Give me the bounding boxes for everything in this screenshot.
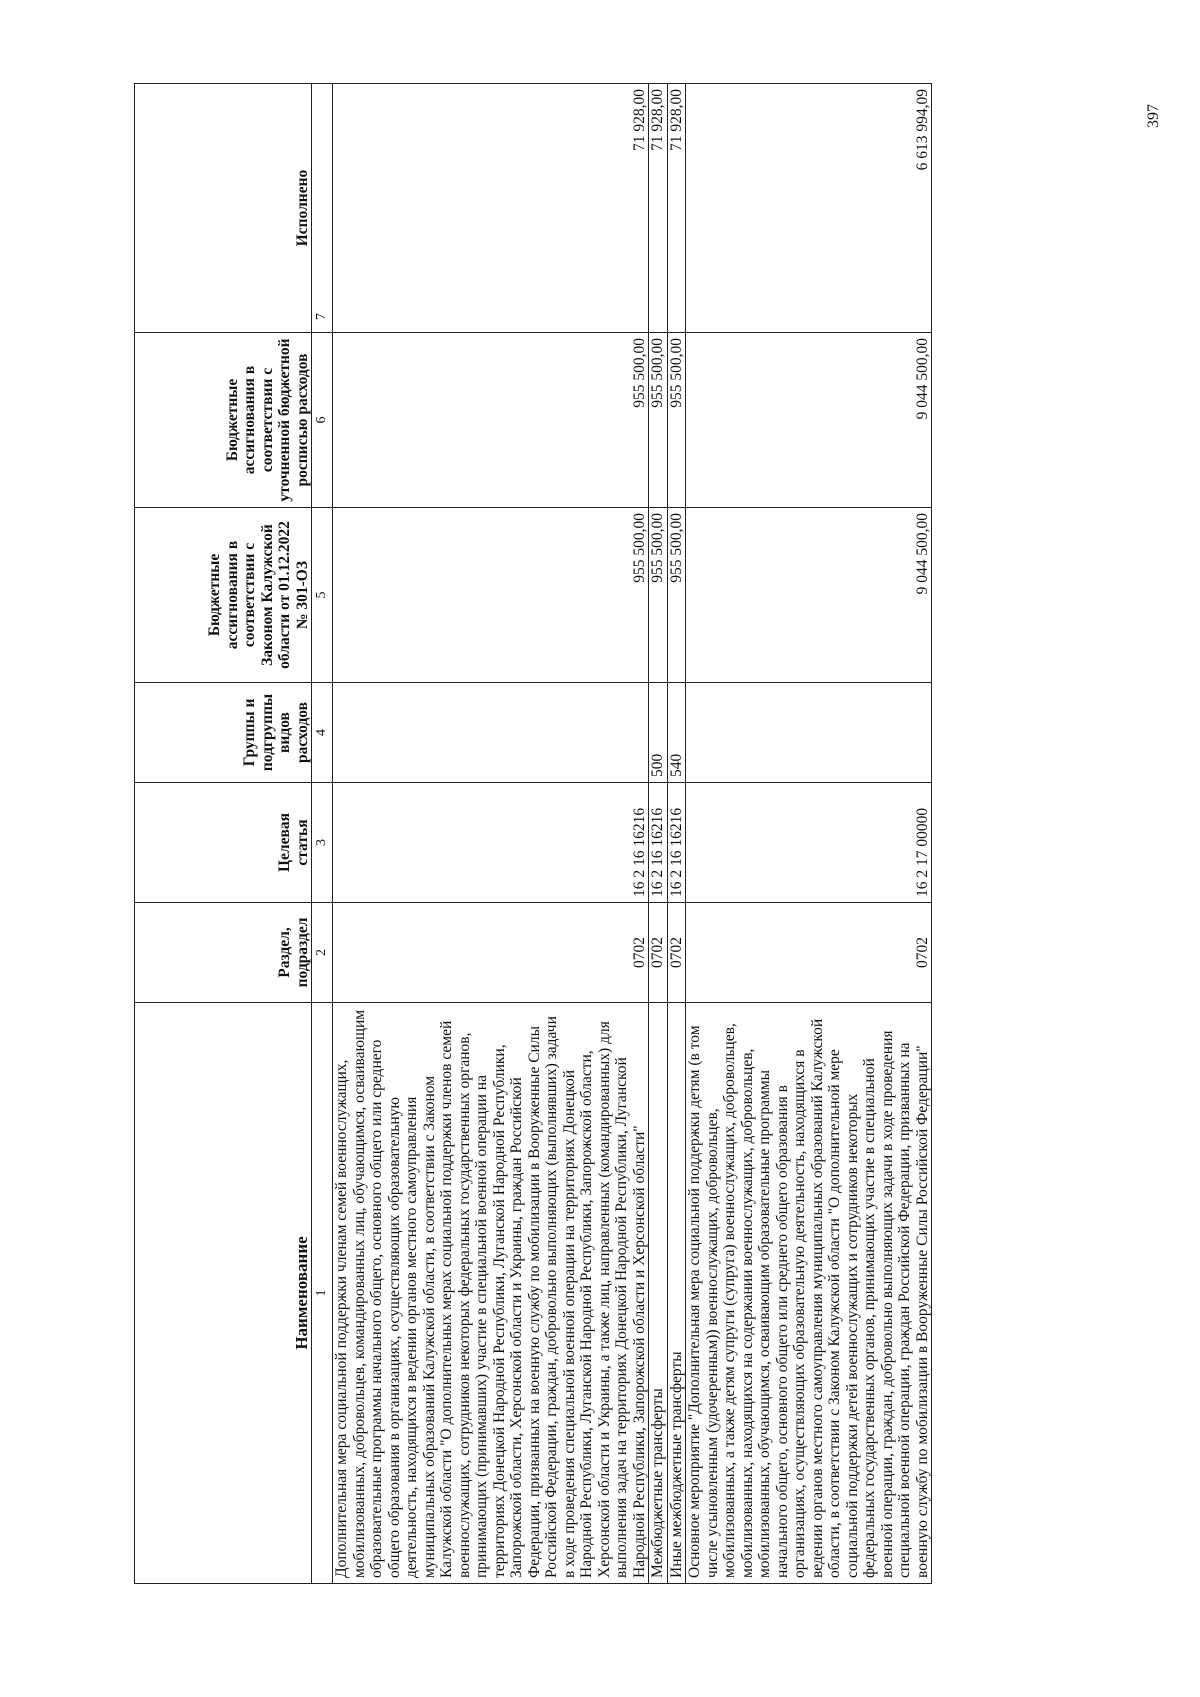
column-number: 2 [312,903,333,1003]
column-number: 1 [312,1003,333,1584]
row-law: 955 500,00 [667,508,686,683]
row-target: 16 2 17 00000 [686,783,932,903]
header-groups: Группы и подгруппы видов расходов [135,683,312,783]
row-group [333,683,649,783]
row-law: 955 500,00 [333,508,649,683]
row-law: 9 044 500,00 [686,508,932,683]
rotated-page [134,84,1124,1584]
row-name: Дополнительная мера социальной поддержки членам семей военнослужащих, мобилизованных, добровольцев, командированных лиц, обучающимся, осваивающим образовательные программы начального общего, основного общего или среднего общего образования в организациях, осуществляющих образовательную деятельность, находящихся в ведении органов местного самоуправления муниципальных образований Калужской области, в соответствии с Законом Калужской области "О дополнительных мерах социальной поддержки членов семей военнослужащих, сотрудников некоторых федеральных государственных органов, принимающих (принимавших) участие в специальной военной операции на территориях Донецкой Народной Республики, Луганской Народной Республики, Запорожской области, Херсонской области и Украины, граждан Российской Федерации, призванных на военную службу по мобилизации в Вооруженные Силы Российской Федерации, граждан, добровольно выполняющих (выполнявших) задачи в ходе проведения специальной военной операции на территориях Донецкой Народной Республики, Луганской Народной Республики, Запорожской области, Херсонской области и Украины, а также лиц, направленных (командированных) для выполнения задач на территориях Донецкой Народной Республики, Луганской Народной Республики, Запорожской области и Херсонской области" [333,1003,649,1584]
budget-table [134,83,932,1584]
row-refined: 955 500,00 [333,333,649,508]
row-law: 955 500,00 [649,508,668,683]
column-number: 5 [312,508,333,683]
column-number: 7 [312,84,333,333]
column-number-row [312,84,333,1584]
page-number [1139,86,1169,146]
row-name: Межбюджетные трансферты [649,1003,668,1584]
row-executed: 71 928,00 [333,84,649,333]
row-name: Основное мероприятие "Дополнительная мера социальной поддержки детям (в том числе усыновленным (удочеренным)) военнослужащих, добровольцев, мобилизованных, а также детям супруги (супруга) военнослужащих, добровольцев, мобилизованных, находящихся на содержании военнослужащих, добровольцев, мобилизованных, обучающимся, осваивающим образовательные программы начального общего, основного общего или среднего общего образования в организациях, осуществляющих образовательную деятельность, находящихся в ведении органов местного самоуправления муниципальных образований Калужской области, в соответствии с Законом Калужской области "О дополнительной мере социальной поддержки детей военнослужащих и сотрудников некоторых федеральных государственных органов, принимающих участие в специальной военной операции, граждан, добровольно выполняющих задачи в ходе проведения специальной военной операции, граждан Российской Федерации, призванных на военную службу по мобилизации в Вооруженные Силы Российской Федерации" [686,1003,932,1584]
row-refined: 9 044 500,00 [686,333,932,508]
row-executed: 71 928,00 [649,84,668,333]
table-row [686,84,932,1584]
header-target: Целевая статья [135,783,312,903]
row-group: 540 [667,683,686,783]
column-number: 3 [312,783,333,903]
table-row [333,84,649,1584]
column-number: 4 [312,683,333,783]
row-target: 16 2 16 16216 [649,783,668,903]
row-executed: 71 928,00 [667,84,686,333]
row-section: 0702 [667,903,686,1003]
header-executed: Исполнено [135,84,312,333]
row-section: 0702 [686,903,932,1003]
table-row [649,84,668,1584]
header-section: Раздел, подраздел [135,903,312,1003]
row-refined: 955 500,00 [667,333,686,508]
row-executed: 6 613 994,09 [686,84,932,333]
row-section: 0702 [649,903,668,1003]
row-name: Иные межбюджетные трансферты [667,1003,686,1584]
row-target: 16 2 16 16216 [667,783,686,903]
column-number: 6 [312,333,333,508]
header-law: Бюджетные ассигнования в соответствии с Законом Калужской области от 01.12.2022 № 301-ОЗ [135,508,312,683]
page-number-text: 397 [1145,104,1162,128]
row-refined: 955 500,00 [649,333,668,508]
header-row [135,84,312,1584]
header-refined: Бюджетные ассигнования в соответствии с уточненной бюджетной росписью расходов [135,333,312,508]
row-group: 500 [649,683,668,783]
row-target: 16 2 16 16216 [333,783,649,903]
header-name: Наименование [135,1003,312,1584]
row-group [686,683,932,783]
table-row [667,84,686,1584]
row-section: 0702 [333,903,649,1003]
